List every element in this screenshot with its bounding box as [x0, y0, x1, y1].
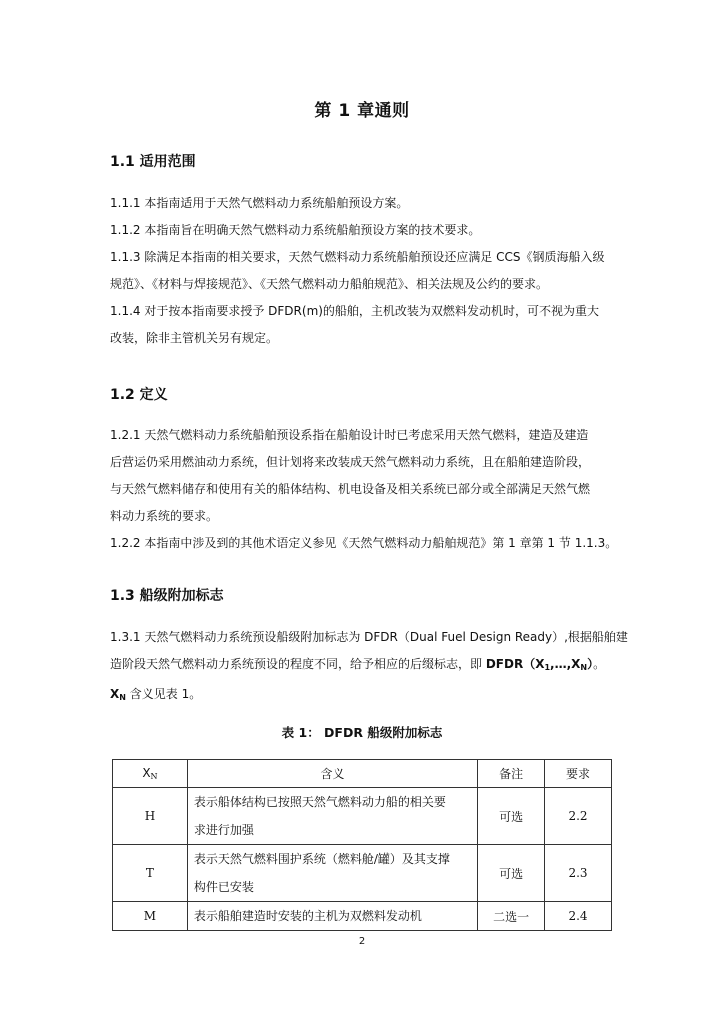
- cell-x: H: [113, 788, 188, 845]
- table-caption: 表 1： DFDR 船级附加标志: [281, 725, 443, 740]
- page-number: 2: [358, 936, 366, 947]
- section-heading-1-1: 1.1 适用范围: [110, 154, 196, 170]
- header-x: $X_N$: [113, 760, 188, 788]
- paragraph-1-1-3-line1: 1.1.3 除满足本指南的相关要求，天然气燃料动力系统船舶预设还应满足 CCS《钢质海船入级: [110, 250, 605, 264]
- paragraph-1-1-1: 1.1.1 本指南适用于天然气燃料动力系统船舶预设方案。: [110, 196, 409, 210]
- dfdr-notation: $DFDR(X_1,\dots,X_N)$: [485, 657, 594, 672]
- paragraph-1-1-4-line1: 1.1.4 对于按本指南要求授予 DFDR(m)的船舶，主机改装为双燃料发动机时，可不视为重大: [110, 304, 599, 318]
- chapter-title: 第 1 章通则: [314, 101, 410, 121]
- paragraph-1-2-1-line1: 1.2.1 天然气燃料动力系统船舶预设系指在船舶设计时已考虑采用天然气燃料，建造及建造: [110, 428, 589, 442]
- paragraph-1-1-2: 1.1.2 本指南旨在明确天然气燃料动力系统船舶预设方案的技术要求。: [110, 223, 481, 237]
- cell-requirement: 2.2: [545, 788, 612, 845]
- table-header-row: [113, 760, 612, 788]
- table-row: [113, 788, 612, 845]
- header-meaning: 含义: [187, 760, 477, 788]
- cell-note: 二选一: [478, 902, 545, 931]
- cell-meaning: 表示船体结构已按照天然气燃料动力船的相关要 求进行加强: [187, 788, 477, 845]
- cell-requirement: 2.3: [545, 845, 612, 902]
- paragraph-1-3-1-line2: 造阶段天然气燃料动力系统预设的程度不同，给予相应的后缀标志，即 $DFDR(X_1,\dots,X_N)$。: [110, 657, 606, 672]
- cell-x: M: [113, 902, 188, 931]
- cell-meaning: 表示天然气燃料围护系统（燃料舱/罐）及其支撑 构件已安装: [187, 845, 477, 902]
- paragraph-1-1-4-line2: 改装，除非主管机关另有规定。: [110, 331, 279, 345]
- paragraph-1-2-2: 1.2.2 本指南中涉及到的其他术语定义参见《天然气燃料动力船舶规范》第 1 章第 1 节 1.1.3。: [110, 536, 618, 550]
- section-1-2-body: [110, 422, 616, 557]
- dfdr-notation-table: [112, 759, 612, 931]
- section-heading-1-3: 1.3 船级附加标志: [110, 588, 224, 604]
- table-row: [113, 845, 612, 902]
- table-row: [113, 902, 612, 931]
- cell-x: T: [113, 845, 188, 902]
- paragraph-1-3-1-line1: 1.3.1 天然气燃料动力系统预设船级附加标志为 DFDR（Dual Fuel Design Ready）,根据船舶建: [110, 630, 628, 644]
- paragraph-1-3-1-line3: $X_N$ 含义见表 1。: [110, 687, 202, 702]
- paragraph-1-2-1-line4: 料动力系统的要求。: [110, 509, 219, 523]
- header-note: 备注: [478, 760, 545, 788]
- section-heading-1-2: 1.2 定义: [110, 387, 168, 403]
- header-requirement: 要求: [545, 760, 612, 788]
- cell-requirement: 2.4: [545, 902, 612, 931]
- cell-meaning: 表示船舶建造时安装的主机为双燃料发动机: [187, 902, 477, 931]
- paragraph-1-2-1-line2: 后营运仍采用燃油动力系统，但计划将来改装成天然气燃料动力系统，且在船舶建造阶段，: [110, 455, 591, 469]
- section-1-1-body: [110, 190, 616, 352]
- paragraph-1-2-1-line3: 与天然气燃料储存和使用有关的船体结构、机电设备及相关系统已部分或全部满足天然气燃: [110, 482, 591, 496]
- paragraph-1-1-3-line2: 规范》、《材料与焊接规范》、《天然气燃料动力船舶规范》、相关法规及公约的要求。: [110, 277, 549, 291]
- cell-note: 可选: [478, 845, 545, 902]
- cell-note: 可选: [478, 788, 545, 845]
- section-1-3-body: [110, 624, 628, 711]
